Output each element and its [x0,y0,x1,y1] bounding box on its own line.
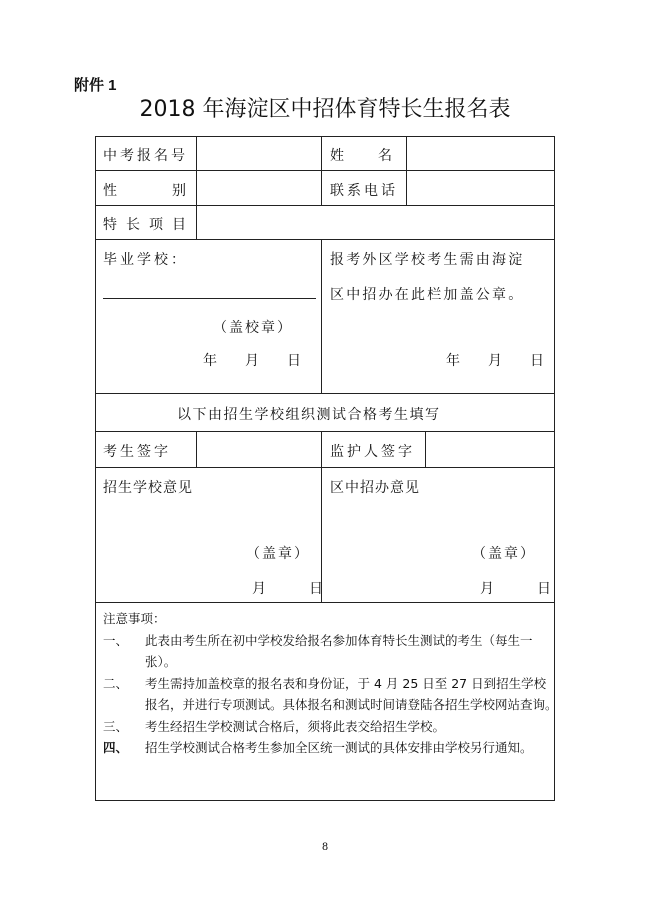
page-title: 2018 年海淀区中招体育特长生报名表 [139,97,511,122]
attachment-label: 附件 1 [74,77,117,94]
note-number: 二、 [103,675,129,691]
note-text: 考生经招生学校测试合格后，须将此表交给招生学校。 [145,718,446,734]
phone-label: 联系电话 [330,183,398,199]
gender-label: 性 别 [103,183,195,199]
phone-field[interactable] [406,170,555,206]
page-number: 8 [321,842,329,853]
name-field[interactable] [406,136,555,171]
name-label: 姓 名 [330,148,394,164]
note-item [103,673,558,716]
seal-school-text: （盖校章） [213,320,293,336]
school-date-md: 月 日 [252,581,328,597]
notes-section [103,608,558,759]
district-seal-text: （盖章） [472,546,536,562]
school-opinion-label: 招生学校意见 [103,480,193,496]
guardian-sign-label: 监护人签字 [330,444,415,460]
exam-no-field[interactable] [196,136,322,171]
date-ymd-right: 年 月 日 [446,353,551,369]
guardian-sign-field[interactable] [425,431,555,468]
note-text: 招生学校测试合格考生参加全区统一测试的具体安排由学校另行通知。 [145,740,533,755]
notes-heading: 注意事项： [103,611,166,626]
specialty-field[interactable] [196,205,555,240]
student-sign-field[interactable] [196,431,322,468]
specialty-label: 特长项目 [103,217,195,233]
note-item [103,716,558,738]
grad-school-label: 毕业学校： [103,252,188,268]
note-number: 三、 [103,718,129,734]
note-number: 四、 [103,740,129,755]
note-text: 考生需持加盖校章的报名表和身份证，于 4 月 25 日至 27 日到招生学校报名，并进行专项测试。具体报名和测试时间请登陆各招生学校网站查询。 [145,675,558,712]
exam-no-label: 中考报名号 [103,148,188,164]
note-number: 一、 [103,632,129,648]
district-opinion-label: 区中招办意见 [330,480,420,496]
note-item [103,630,558,673]
outside-note-line-1: 报考外区学校考生需由海淀 [330,252,525,268]
outside-note-line-2: 区中招办在此栏加盖公章。 [330,287,525,303]
note-item [103,737,558,759]
school-seal-text: （盖章） [246,546,310,562]
gender-field[interactable] [196,170,322,206]
date-ymd-left: 年 月 日 [203,353,308,369]
grad-school-underline[interactable] [103,298,316,299]
note-text: 此表由考生所在初中学校发给报名参加体育特长生测试的考生（每生一张）。 [145,632,533,669]
district-date-md: 月 日 [480,581,556,597]
student-sign-label: 考生签字 [103,444,171,460]
section-header: 以下由招生学校组织测试合格考生填写 [177,407,441,423]
